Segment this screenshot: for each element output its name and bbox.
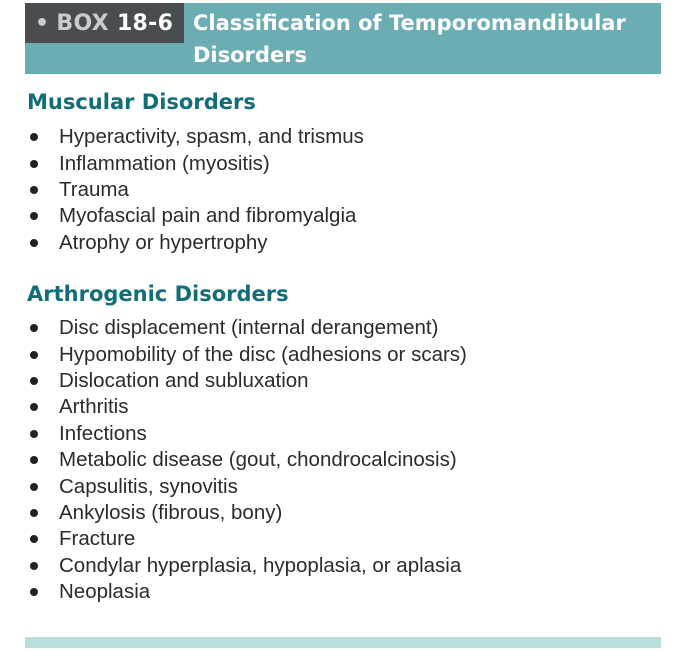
bullet-icon bbox=[30, 403, 38, 411]
list-item-text: Trauma bbox=[59, 177, 129, 201]
bullet-icon: • bbox=[35, 10, 50, 36]
list-item-text: Myofascial pain and fibromyalgia bbox=[59, 204, 357, 228]
muscular-disorders-list bbox=[27, 124, 364, 256]
bullet-icon bbox=[30, 160, 38, 168]
list-item bbox=[27, 341, 467, 367]
list-item bbox=[27, 315, 467, 341]
bullet-icon bbox=[30, 133, 38, 141]
bullet-icon bbox=[30, 535, 38, 543]
bullet-icon bbox=[30, 562, 38, 570]
list-item-text: Capsulitis, synovitis bbox=[59, 474, 238, 498]
box-header bbox=[25, 3, 661, 74]
section-heading-muscular: Muscular Disorders bbox=[27, 90, 256, 114]
list-item-text: Ankylosis (fibrous, bony) bbox=[59, 500, 283, 524]
list-item-text: Hyperactivity, spasm, and trismus bbox=[59, 125, 364, 149]
list-item-text: Hypomobility of the disc (adhesions or scars) bbox=[59, 342, 467, 366]
list-item bbox=[27, 394, 467, 420]
bullet-icon bbox=[30, 483, 38, 491]
bullet-icon bbox=[30, 588, 38, 596]
list-item bbox=[27, 177, 364, 203]
list-item-text: Dislocation and subluxation bbox=[59, 368, 309, 392]
list-item bbox=[27, 579, 467, 605]
list-item bbox=[27, 526, 467, 552]
bullet-icon bbox=[30, 186, 38, 194]
list-item bbox=[27, 203, 364, 229]
box-word: BOX bbox=[56, 10, 109, 36]
list-item-text: Condylar hyperplasia, hypoplasia, or aplasia bbox=[59, 553, 462, 577]
bullet-icon bbox=[30, 456, 38, 464]
list-item bbox=[27, 500, 467, 526]
list-item bbox=[27, 124, 364, 150]
list-item bbox=[27, 421, 467, 447]
bullet-icon bbox=[30, 212, 38, 220]
list-item-text: Infections bbox=[59, 421, 147, 445]
bullet-icon bbox=[30, 377, 38, 385]
bullet-icon bbox=[30, 324, 38, 332]
bullet-icon bbox=[30, 239, 38, 247]
list-item bbox=[27, 230, 364, 256]
list-item-text: Arthritis bbox=[59, 395, 129, 419]
list-item bbox=[27, 150, 364, 176]
box-number: 18-6 bbox=[116, 10, 174, 36]
box-title: Classification of Temporomandibular Disorders bbox=[193, 11, 626, 67]
bullet-icon bbox=[30, 430, 38, 438]
section-heading-arthrogenic: Arthrogenic Disorders bbox=[27, 282, 289, 306]
footer-bar bbox=[25, 637, 661, 648]
list-item bbox=[27, 473, 467, 499]
box-label bbox=[25, 3, 184, 43]
list-item-text: Neoplasia bbox=[59, 580, 151, 604]
list-item-text: Inflammation (myositis) bbox=[59, 151, 270, 175]
list-item bbox=[27, 368, 467, 394]
list-item-text: Metabolic disease (gout, chondrocalcinosis) bbox=[59, 448, 457, 472]
list-item-text: Fracture bbox=[59, 527, 136, 551]
bullet-icon bbox=[30, 351, 38, 359]
bullet-icon bbox=[30, 509, 38, 517]
list-item bbox=[27, 553, 467, 579]
list-item bbox=[27, 447, 467, 473]
arthrogenic-disorders-list bbox=[27, 315, 467, 605]
list-item-text: Disc displacement (internal derangement) bbox=[59, 316, 439, 340]
list-item-text: Atrophy or hypertrophy bbox=[59, 230, 268, 254]
